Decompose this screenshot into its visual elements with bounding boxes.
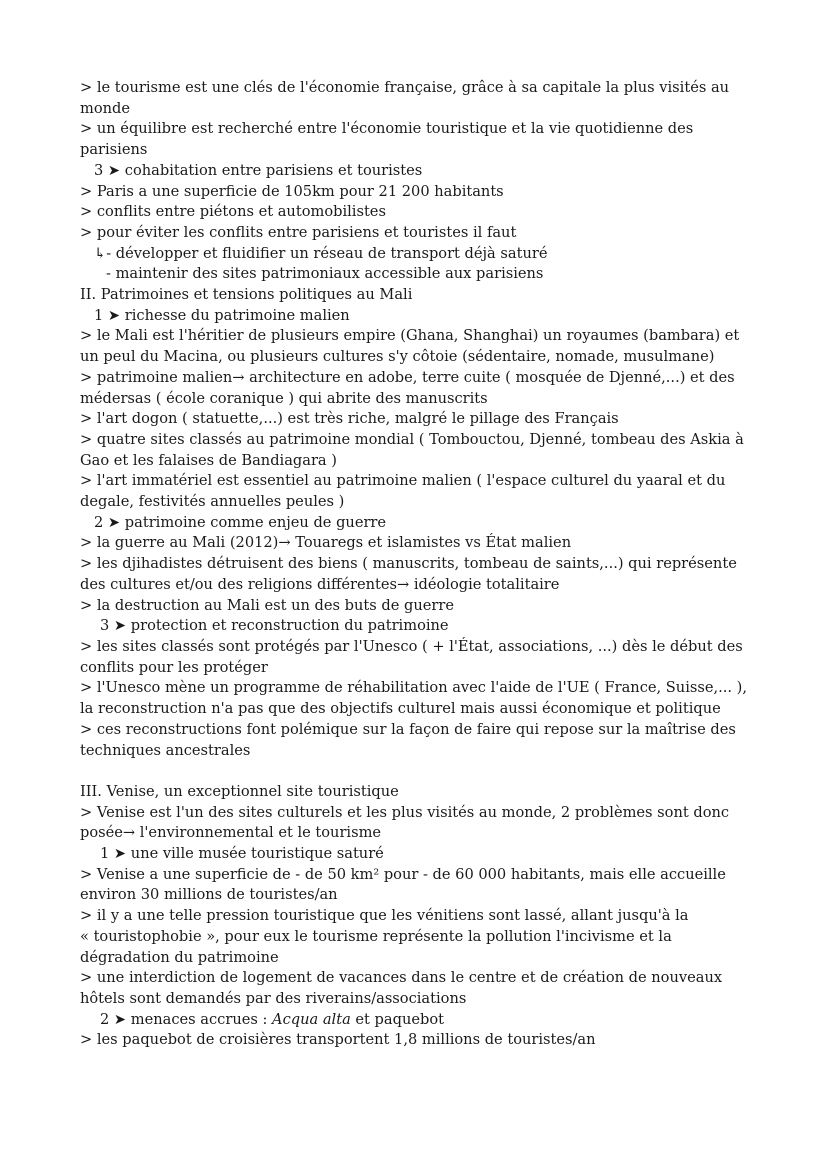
text-line: > les djihadistes détruisent des biens ( manuscrits, tombeau de saints,...) qui représente [80,555,737,573]
text-line: > le tourisme est une clés de l'économie française, grâce à sa capitale la plus visités au [80,79,730,96]
blank-line [80,761,770,782]
text-line: monde [80,99,131,117]
text-line: > les sites classés sont protégés par l'Unesco ( + l'État, associations, ...) dès le début des [80,637,743,655]
section-heading: III. Venise, un exceptionnel site touristique [80,782,399,800]
text-line: > la destruction au Mali est un des buts de guerre [80,596,454,614]
text-line: > l'art dogon ( statuette,...) est très riche, malgré le pillage des Français [80,410,619,428]
text-line: posée→ l'environnemental et le tourisme [80,824,382,842]
text-line: parisiens [80,141,148,159]
text-line: > Venise a une superficie de - de 50 km² pour - de 60 000 habitants, mais elle accueille [80,865,726,883]
text-line: hôtels sont demandés par des riverains/associations [80,989,467,1007]
subsection-heading: 1 ➤ une ville musée touristique saturé [100,845,384,862]
text-line: conflits pour les protéger [80,658,268,676]
text-line: > conflits entre piétons et automobilistes [80,203,386,221]
text-line: > Venise est l'un des sites culturels et les plus visités au monde, 2 problèmes sont donc [80,803,730,821]
subsection-heading: 3 ➤ protection et reconstruction du patrimoine [100,617,449,635]
text-line: > pour éviter les conflits entre parisiens et touristes il faut [80,223,517,241]
text-line: degale, festivités annuelles peules ) [80,493,345,511]
text-line: des cultures et/ou des religions différentes→ idéologie totalitaire [80,575,560,593]
text-line: > l'Unesco mène un programme de réhabilitation avec l'aide de l'UE ( France, Suisse,... ), [80,679,748,697]
text-line: la reconstruction n'a pas que des objectifs culturel mais aussi économique et politique [80,700,721,718]
subsection-heading-suffix: et paquebot [350,1010,444,1028]
section-heading: II. Patrimoines et tensions politiques au Mali [80,286,413,304]
subsection-heading: 3 ➤ cohabitation entre parisiens et touristes [94,161,423,179]
text-line: > le Mali est l'héritier de plusieurs empire (Ghana, Shanghai) un royaumes (bambara) et [80,327,740,345]
subsection-heading: 1 ➤ richesse du patrimoine malien [94,306,350,324]
text-line: > Paris a une superficie de 105km pour 21 200 habitants [80,182,504,200]
text-line: ↳- développer et fluidifier un réseau de transport déjà saturé [94,244,548,262]
text-line: > la guerre au Mali (2012)→ Touaregs et islamistes vs État malien [80,534,572,552]
subsection-heading [80,1010,770,1031]
text-line: - maintenir des sites patrimoniaux accessible aux parisiens [106,265,544,283]
text-line: « touristophobie », pour eux le tourisme représente la pollution l'incivisme et la [80,927,672,945]
text-line: > il y a une telle pression touristique que les vénitiens sont lassé, allant jusqu'à la [80,907,689,925]
text-line: techniques ancestrales [80,741,251,759]
text-line: > ces reconstructions font polémique sur la façon de faire qui repose sur la maîtrise des [80,720,736,738]
subsection-heading-prefix: 2 ➤ menaces accrues : [100,1010,273,1028]
text-line: > une interdiction de logement de vacances dans le centre et de création de nouveaux [80,969,723,987]
text-line: > quatre sites classés au patrimoine mondial ( Tombouctou, Djenné, tombeau des Askia à [80,430,744,448]
text-line: > un équilibre est recherché entre l'économie touristique et la vie quotidienne des [80,120,694,138]
text-line: environ 30 millions de touristes/an [80,886,338,904]
text-line: > l'art immatériel est essentiel au patrimoine malien ( l'espace culturel du yaaral et du [80,472,726,490]
text-line: Gao et les falaises de Bandiagara ) [80,451,337,469]
document-body [80,78,770,1051]
text-line: > patrimoine malien→ architecture en adobe, terre cuite ( mosquée de Djenné,...) et des [80,368,735,386]
text-line: > les paquebot de croisières transportent 1,8 millions de touristes/an [80,1031,596,1049]
text-line: dégradation du patrimoine [80,948,279,966]
text-line: médersas ( école coranique ) qui abrite des manuscrits [80,389,488,407]
italic-term: Acqua alta [272,1010,351,1028]
subsection-heading: 2 ➤ patrimoine comme enjeu de guerre [94,513,387,531]
text-line: un peul du Macina, ou plusieurs cultures s'y côtoie (sédentaire, nomade, musulmane) [80,348,715,366]
